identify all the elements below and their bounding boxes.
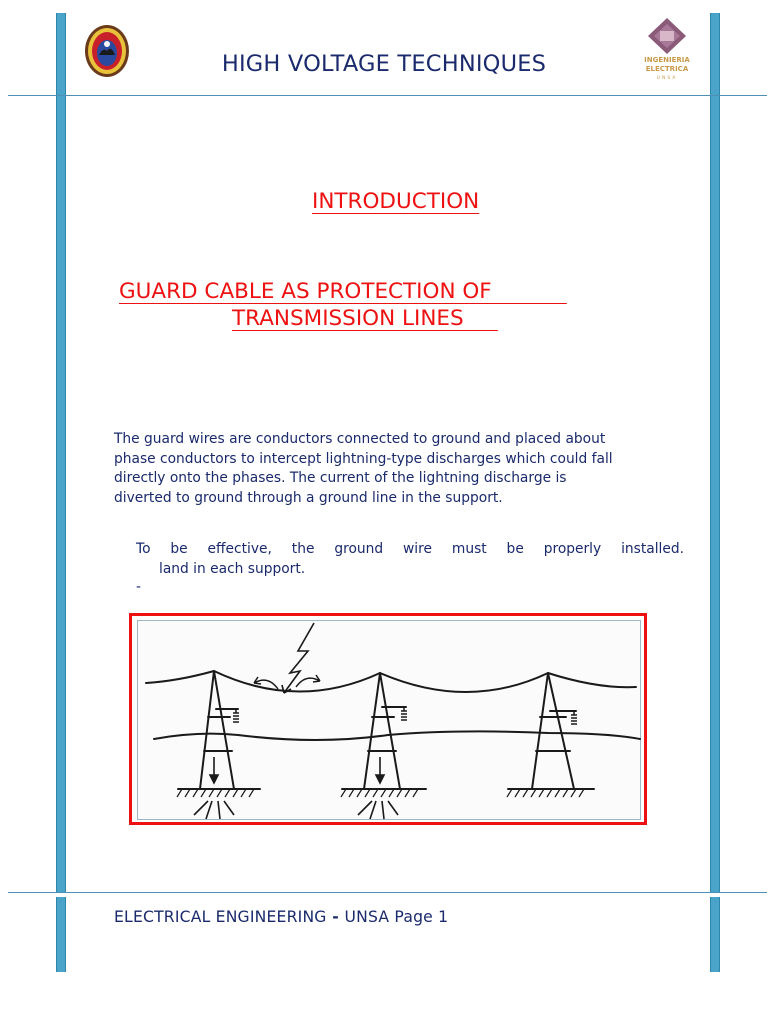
footer-separator: - — [326, 908, 345, 926]
body-paragraph-2-line2: land in each support. — [159, 560, 306, 577]
footer-right-text: UNSA Page 1 — [344, 908, 449, 926]
body-paragraph-1: The guard wires are conductors connected to ground and placed about phase conductors to intercept lightning-type discharges which could fall directly onto the phases. The current of the lightning discharge is diverted to ground through a ground line in the support. — [114, 431, 613, 506]
section-heading-line1: GUARD CABLE AS PROTECTION OF — [119, 279, 567, 304]
header-rule — [8, 95, 767, 96]
footer-left-text: ELECTRICAL ENGINEERING — [114, 908, 327, 926]
body-paragraph-2-line1: To be effective, the ground wire must be properly installed. — [136, 541, 684, 557]
guard-wire-figure — [137, 620, 641, 820]
guard-wire-figure-frame — [129, 613, 647, 825]
introduction-heading: INTRODUCTION — [312, 189, 480, 214]
section-heading-line2: TRANSMISSION LINES — [232, 306, 498, 331]
svg-text:UNSA: UNSA — [656, 76, 678, 81]
page-footer — [114, 908, 448, 926]
list-dash: - — [136, 579, 141, 595]
footer-rule — [8, 892, 767, 893]
svg-text:INGENIERIA: INGENIERIA — [644, 56, 690, 64]
right-margin-bar-footer — [710, 897, 720, 972]
body-paragraph-2 — [136, 540, 684, 579]
right-margin-bar — [710, 13, 720, 893]
left-margin-bar — [56, 13, 66, 893]
left-margin-bar-footer — [56, 897, 66, 972]
svg-text:ELECTRICA: ELECTRICA — [645, 65, 689, 73]
transmission-line-illustration — [138, 621, 644, 825]
document-header-title: HIGH VOLTAGE TECHNIQUES — [221, 51, 547, 77]
